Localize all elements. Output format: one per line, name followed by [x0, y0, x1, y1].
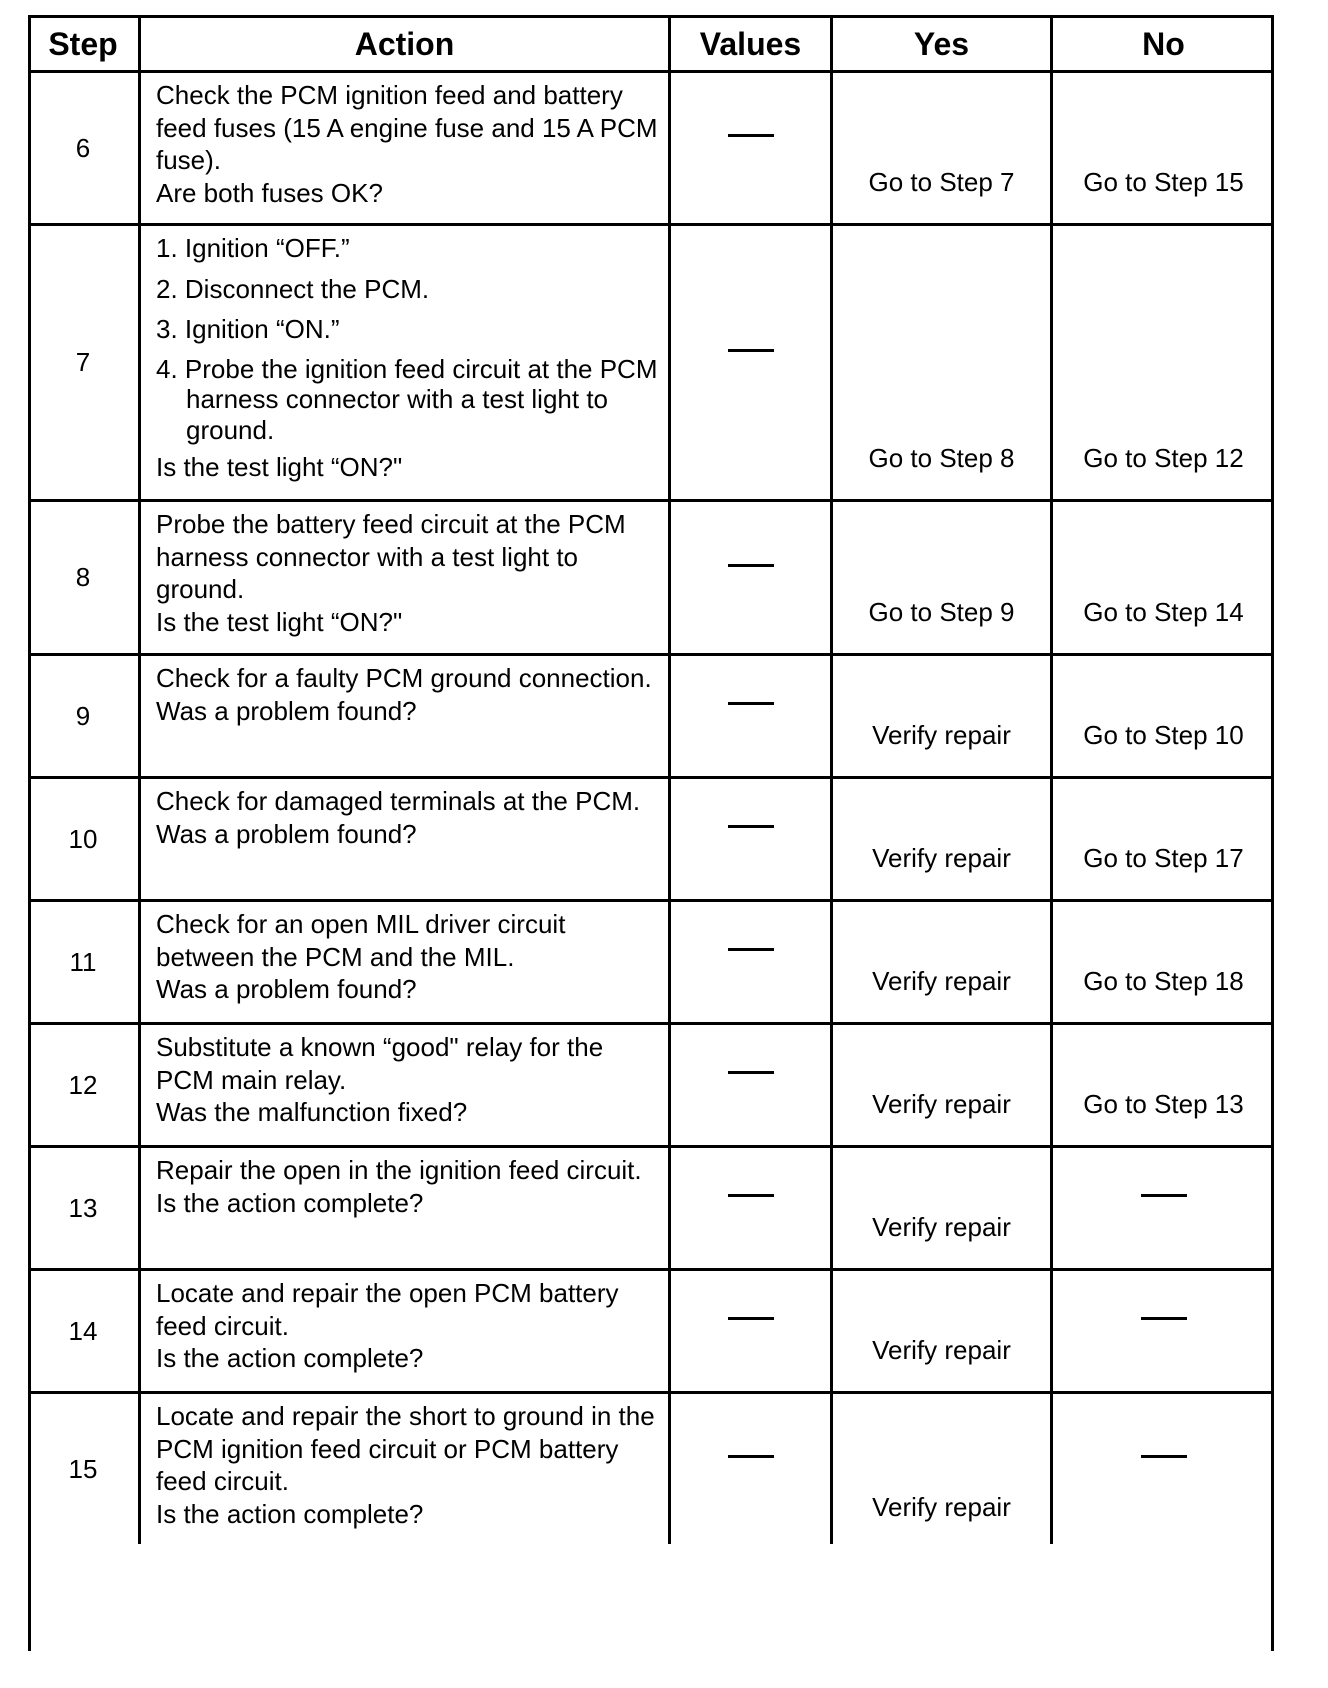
empty-dash — [1141, 1317, 1187, 1320]
no-result: Go to Step 14 — [1083, 597, 1244, 627]
action-cell — [141, 1148, 671, 1268]
table-row — [28, 1394, 1274, 1544]
table-header-row — [28, 15, 1274, 73]
step-number: 11 — [69, 946, 97, 977]
yes-result: Verify repair — [872, 966, 1011, 996]
action-text: Check the PCM ignition feed and battery feed fuses (15 A engine fuse and 15 A PCM fuse). — [156, 80, 658, 175]
list-item: 2. Disconnect the PCM. — [156, 273, 430, 304]
action-cell — [141, 1271, 671, 1391]
empty-dash — [1141, 1194, 1187, 1197]
no-cell — [1053, 1394, 1274, 1544]
action-text: Check for damaged terminals at the PCM. — [156, 786, 641, 816]
step-number: 12 — [68, 1069, 98, 1100]
action-text: Locate and repair the short to ground in the PCM ignition feed circuit or PCM battery feed circuit. — [156, 1401, 655, 1496]
step-number: 6 — [75, 132, 91, 163]
action-cell — [141, 902, 671, 1022]
yes-result: Verify repair — [872, 720, 1011, 750]
empty-dash — [728, 1071, 774, 1074]
no-result: Go to Step 17 — [1083, 843, 1244, 873]
header-yes: Yes — [833, 18, 1053, 70]
empty-dash — [1141, 1455, 1187, 1458]
values-cell — [671, 1394, 833, 1544]
values-cell — [671, 73, 833, 223]
values-cell — [671, 502, 833, 653]
no-cell — [1053, 1148, 1274, 1268]
table-row — [28, 902, 1274, 1025]
action-question: Was a problem found? — [156, 818, 417, 849]
list-item: 3. Ignition “ON.” — [156, 314, 340, 344]
action-cell — [141, 73, 671, 223]
action-question: Was a problem found? — [156, 974, 417, 1004]
action-cell — [141, 1025, 671, 1145]
header-step: Step — [28, 18, 141, 70]
empty-dash — [728, 948, 774, 951]
table-row — [28, 1271, 1274, 1394]
values-cell — [671, 226, 833, 499]
empty-dash — [728, 134, 774, 137]
table-row — [28, 779, 1274, 902]
empty-dash — [728, 564, 774, 567]
values-cell — [671, 1148, 833, 1268]
action-question: Are both fuses OK? — [156, 177, 383, 208]
action-text: Check for a faulty PCM ground connection. — [156, 663, 652, 693]
empty-dash — [728, 349, 774, 352]
yes-result: Verify repair — [872, 843, 1011, 873]
empty-dash — [728, 1317, 774, 1320]
step-number: 13 — [68, 1192, 98, 1223]
step-number: 9 — [75, 700, 91, 731]
yes-result: Verify repair — [872, 1089, 1011, 1119]
table-row — [28, 1148, 1274, 1271]
step-number: 10 — [68, 823, 98, 854]
header-no: No — [1142, 26, 1185, 62]
values-cell — [671, 656, 833, 776]
values-cell — [671, 1271, 833, 1391]
yes-result: Go to Step 8 — [868, 443, 1015, 473]
step-number: 15 — [68, 1453, 98, 1484]
action-text: Check for an open MIL driver circuit between the PCM and the MIL. — [156, 909, 566, 972]
empty-dash — [728, 1194, 774, 1197]
action-text: Probe the battery feed circuit at the PCM harness connector with a test light to ground. — [156, 509, 626, 604]
yes-result: Verify repair — [872, 1335, 1011, 1365]
no-result: Go to Step 18 — [1083, 966, 1244, 996]
list-item: 4. Probe the ignition feed circuit at the PCM harness connector with a test light to ground. — [156, 353, 658, 445]
action-cell — [141, 656, 671, 776]
yes-result: Verify repair — [872, 1492, 1011, 1522]
empty-dash — [728, 1455, 774, 1458]
action-question: Is the test light “ON?" — [156, 606, 403, 637]
no-result: Go to Step 10 — [1083, 720, 1244, 750]
header-values: Values — [671, 18, 833, 70]
action-text: Locate and repair the open PCM battery feed circuit. — [156, 1278, 619, 1341]
yes-result: Go to Step 7 — [868, 167, 1015, 197]
table-row — [28, 226, 1274, 502]
no-result: Go to Step 13 — [1083, 1089, 1244, 1119]
empty-dash — [728, 702, 774, 705]
no-cell — [1053, 1271, 1274, 1391]
step-number: 8 — [75, 562, 91, 592]
diagnostic-table — [28, 15, 1274, 1544]
no-result: Go to Step 12 — [1083, 443, 1244, 473]
list-item: 1. Ignition “OFF.” — [156, 233, 350, 263]
step-number: 14 — [68, 1315, 98, 1346]
action-cell — [141, 502, 671, 653]
values-cell — [671, 902, 833, 1022]
action-text: Repair the open in the ignition feed circuit. — [156, 1155, 642, 1185]
table-row — [28, 1025, 1274, 1148]
header-action: Action — [141, 18, 671, 70]
action-question: Is the test light “ON?" — [156, 452, 403, 482]
action-question: Is the action complete? — [156, 1187, 424, 1218]
yes-result: Verify repair — [872, 1212, 1011, 1242]
action-cell — [141, 1394, 671, 1544]
no-result: Go to Step 15 — [1083, 167, 1244, 197]
yes-result: Go to Step 9 — [868, 597, 1015, 627]
action-text: Substitute a known “good" relay for the PCM main relay. — [156, 1032, 604, 1095]
action-cell — [141, 226, 671, 499]
table-row — [28, 656, 1274, 779]
table-row — [28, 73, 1274, 226]
step-number: 7 — [75, 347, 91, 377]
empty-dash — [728, 825, 774, 828]
values-cell — [671, 1025, 833, 1145]
action-question: Was the malfunction fixed? — [156, 1097, 468, 1127]
action-question: Is the action complete? — [156, 1498, 424, 1529]
table-row — [28, 502, 1274, 656]
action-steps-list — [156, 232, 660, 445]
action-question: Was a problem found? — [156, 695, 417, 726]
values-cell — [671, 779, 833, 899]
action-cell — [141, 779, 671, 899]
action-question: Is the action complete? — [156, 1343, 424, 1373]
